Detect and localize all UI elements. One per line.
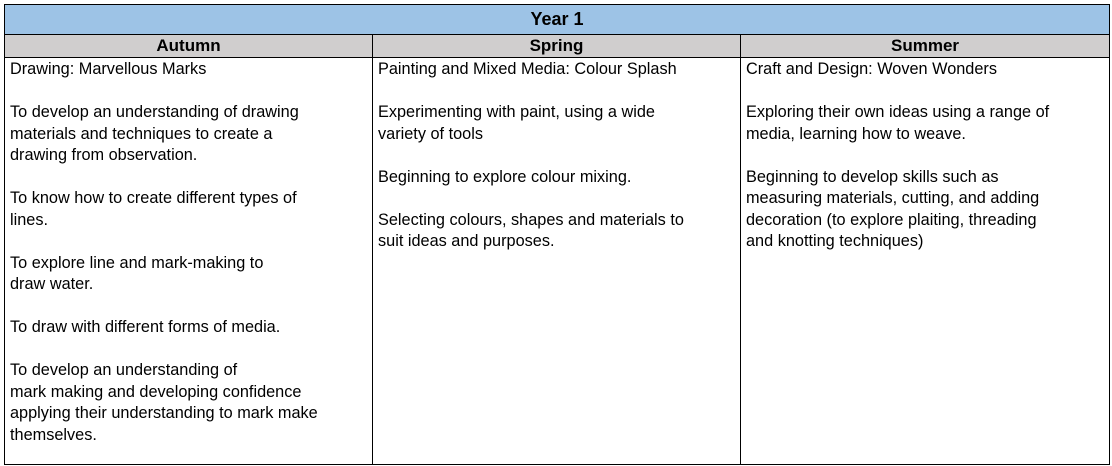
content-line: Drawing: Marvellous Marks	[10, 60, 207, 78]
term-content-autumn	[5, 58, 373, 465]
curriculum-table-container	[4, 4, 1110, 465]
content-line: Exploring their own ideas using a range of	[746, 103, 1050, 121]
content-line: media, learning how to weave.	[746, 124, 966, 143]
content-line: materials and techniques to create a	[10, 124, 273, 143]
blank-line	[378, 81, 736, 103]
content-line: To know how to create different types of	[10, 189, 297, 207]
term-header-row	[5, 35, 1110, 58]
content-line: draw water.	[10, 275, 94, 293]
term-heading-autumn: Autumn	[5, 35, 373, 58]
content-line: suit ideas and purposes.	[378, 232, 555, 250]
curriculum-table	[4, 4, 1110, 465]
content-line: measuring materials, cutting, and adding	[746, 189, 1040, 207]
content-line: drawing from observation.	[10, 146, 198, 164]
content-line: applying their understanding to mark make	[10, 404, 318, 422]
blank-line	[10, 167, 368, 189]
blank-line	[10, 231, 368, 253]
blank-line	[10, 339, 368, 361]
content-line: lines.	[10, 210, 49, 229]
content-line: mark making and developing confidence	[10, 382, 302, 401]
term-heading-spring: Spring	[373, 35, 741, 58]
content-line: Experimenting with paint, using a wide	[378, 103, 655, 121]
content-line: To develop an understanding of	[10, 361, 238, 379]
content-line: and knotting techniques)	[746, 232, 924, 250]
year-title: Year 1	[5, 5, 1110, 35]
content-line: Craft and Design: Woven Wonders	[746, 60, 997, 78]
term-content-row	[5, 58, 1110, 465]
content-line: To explore line and mark-making to	[10, 253, 264, 272]
content-line: Painting and Mixed Media: Colour Splash	[378, 60, 677, 78]
content-line: variety of tools	[378, 124, 483, 143]
blank-line	[378, 188, 736, 210]
content-line: To develop an understanding of drawing	[10, 103, 299, 121]
blank-line	[10, 81, 368, 103]
blank-line	[746, 81, 1105, 103]
content-line: Beginning to explore colour mixing.	[378, 167, 632, 186]
content-line: To draw with different forms of media.	[10, 318, 281, 336]
term-heading-summer: Summer	[741, 35, 1110, 58]
blank-line	[10, 296, 368, 318]
title-row	[5, 5, 1110, 35]
content-line: themselves.	[10, 425, 97, 444]
blank-line	[378, 145, 736, 167]
term-content-spring	[373, 58, 741, 465]
content-line: Selecting colours, shapes and materials to	[378, 210, 684, 229]
term-content-summer	[741, 58, 1110, 465]
blank-line	[746, 145, 1105, 167]
content-line: decoration (to explore plaiting, threading	[746, 210, 1037, 229]
content-line: Beginning to develop skills such as	[746, 167, 999, 186]
